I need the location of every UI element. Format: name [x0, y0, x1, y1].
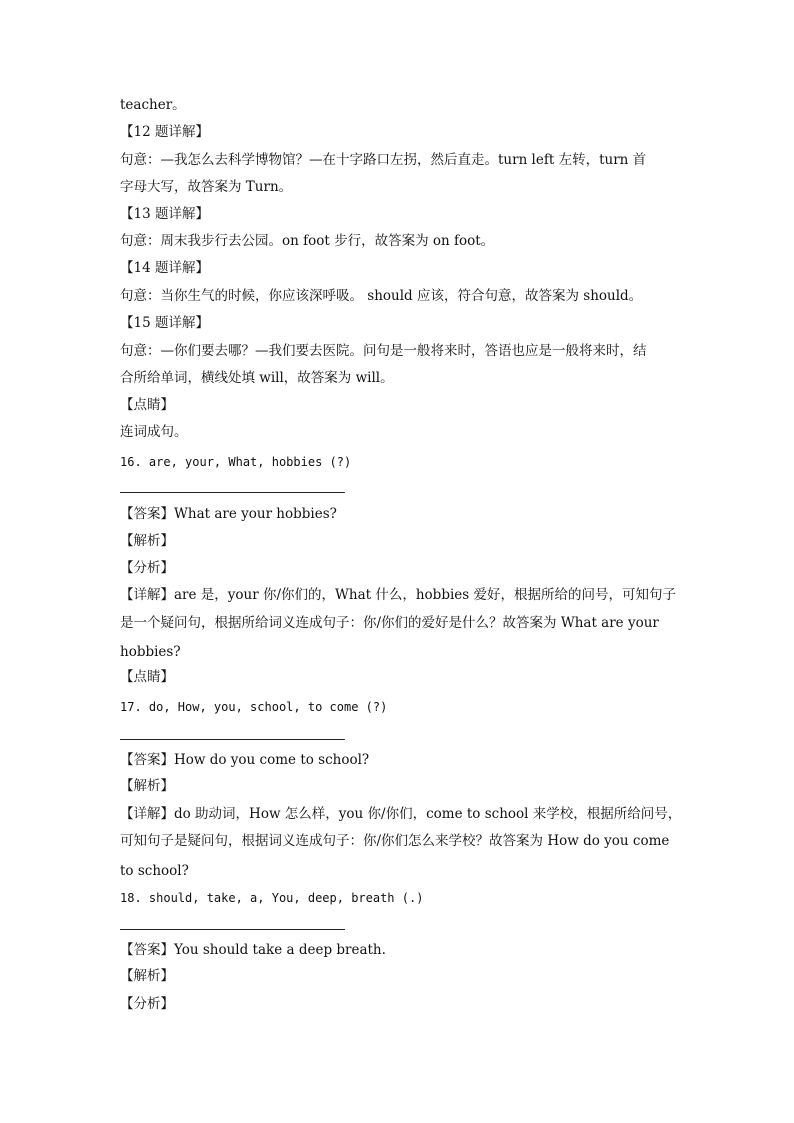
section-heading: 【点睛】: [120, 669, 174, 685]
question-18: 18. should, take, a, You, deep, breath (.): [120, 891, 424, 905]
text-line: 字母大写，故答案为 Turn。: [120, 179, 293, 195]
answer-blank-18: [120, 929, 345, 930]
section-heading: 【解析】: [120, 778, 174, 794]
question-16: 16. are, your, What, hobbies (?): [120, 455, 352, 469]
section-heading: 【12 题详解】: [120, 124, 209, 140]
text-line: 合所给单词，横线处填 will，故答案为 will。: [120, 370, 394, 386]
answer-blank-16: [120, 492, 345, 493]
text-line: 是一个疑问句，根据所给词义连成句子：你/你们的爱好是什么？故答案为 What are your: [120, 615, 659, 631]
section-heading: 【14 题详解】: [120, 260, 209, 276]
section-heading: 【点睛】: [120, 397, 174, 413]
text-line: 【详解】do 助动词，How 怎么样，you 你/你们，come to school 来学校，根据所给问号，: [120, 806, 682, 822]
answer-blank-17: [120, 739, 345, 740]
text-line: 句意：—你们要去哪？—我们要去医院。问句是一般将来时，答语也应是一般将来时，结: [120, 343, 647, 359]
section-heading: 【15 题详解】: [120, 315, 209, 331]
answer-17: 【答案】How do you come to school?: [120, 752, 370, 768]
question-17: 17. do, How, you, school, to come (?): [120, 700, 388, 714]
section-heading: 【分析】: [120, 560, 174, 576]
answer-16: 【答案】What are your hobbies?: [120, 506, 337, 522]
text-line: 可知句子是疑问句，根据词义连成句子：你/你们怎么来学校？故答案为 How do you come: [120, 833, 670, 849]
text-line: 连词成句。: [120, 424, 188, 440]
text-line: hobbies?: [120, 644, 181, 660]
text-line: 句意：—我怎么去科学博物馆？—在十字路口左拐，然后直走。turn left 左转，turn 首: [120, 152, 647, 168]
text-line: 【详解】are 是，your 你/你们的，What 什么，hobbies 爱好，根据所给的问号，可知句子: [120, 587, 676, 603]
section-heading: 【解析】: [120, 533, 174, 549]
section-heading: 【13 题详解】: [120, 206, 209, 222]
section-heading: 【分析】: [120, 996, 174, 1012]
section-heading: 【解析】: [120, 968, 174, 984]
text-line: teacher。: [120, 97, 186, 113]
text-line: to school?: [120, 863, 189, 879]
answer-18: 【答案】You should take a deep breath.: [120, 942, 386, 958]
text-line: 句意：当你生气的时候，你应该深呼吸。 should 应该，符合句意，故答案为 should。: [120, 288, 643, 304]
text-line: 句意：周末我步行去公园。on foot 步行，故答案为 on foot。: [120, 233, 495, 249]
